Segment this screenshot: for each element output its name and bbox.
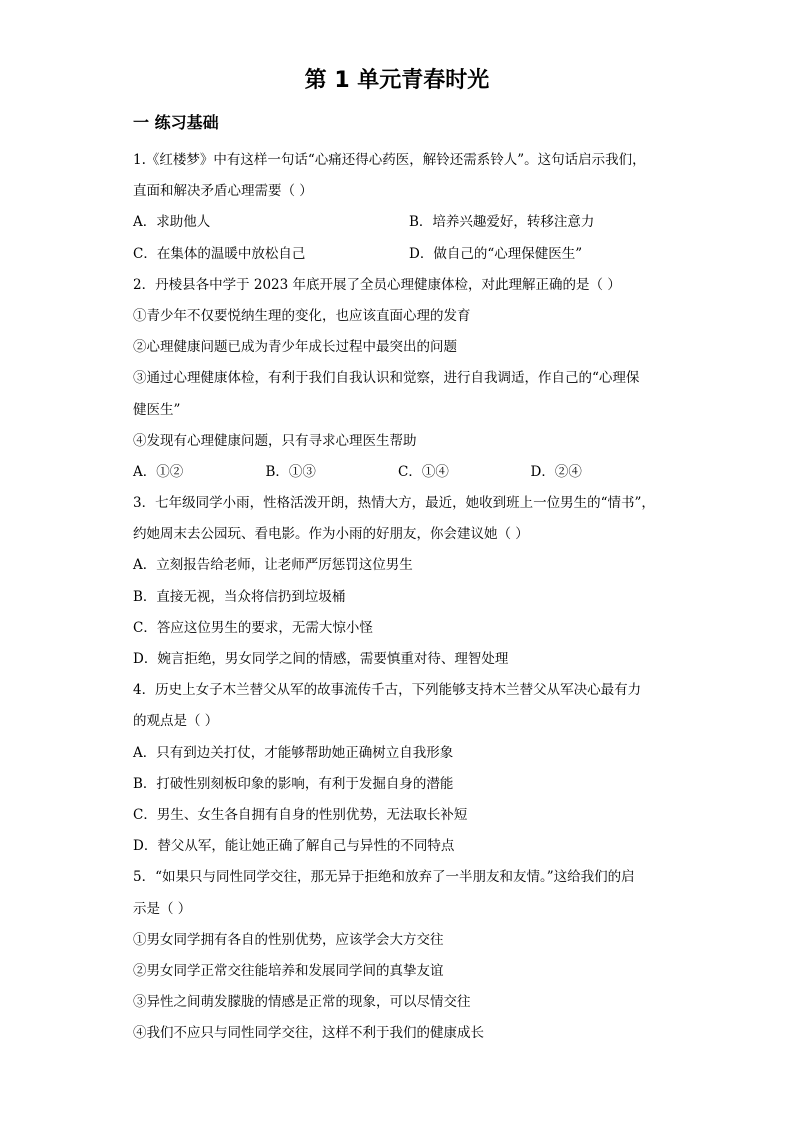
q4-option-c: C．男生、女生各自拥有自身的性别优势，无法取长补短	[133, 806, 468, 823]
q3-option-c: C．答应这位男生的要求，无需大惊小怪	[133, 619, 373, 636]
question-list	[133, 145, 663, 1049]
section-heading: 一 练习基础	[133, 113, 219, 132]
q2-option-c: C．①④	[398, 463, 449, 480]
q1-options-row1	[133, 207, 663, 238]
q2-statement-1: ①青少年不仅要悦纳生理的变化，也应该直面心理的发育	[133, 307, 471, 324]
q4-stem-line1: 4．历史上女子木兰替父从军的故事流传千古，下列能够支持木兰替父从军决心最有力	[133, 682, 642, 699]
q5-statement-2: ②男女同学正常交往能培养和发展同学间的真挚友谊	[133, 962, 444, 979]
q1-option-a: A．求助他人	[133, 214, 211, 231]
q2-options-row	[133, 457, 663, 488]
q2-statement-3-line1: ③通过心理健康体检，有利于我们自我认识和觉察，进行自我调适，作自己的“心理保	[133, 370, 640, 387]
q5-statement-3: ③异性之间萌发朦胧的情感是正常的现象，可以尽情交往	[133, 994, 471, 1011]
q2-statement-3-line2: 健医生”	[133, 401, 181, 418]
q1-option-b: B．培养兴趣爱好，转移注意力	[409, 214, 595, 231]
q2-option-b: B．①③	[265, 463, 316, 480]
q4-option-a: A．只有到边关打仗，才能够帮助她正确树立自我形象	[133, 744, 454, 761]
q5-stem-line1: 5．“如果只与同性同学交往，那无异于拒绝和放弃了一半朋友和友情。”这给我们的启	[133, 869, 635, 886]
page-title: 第 1 单元青春时光	[304, 68, 490, 93]
q1-stem-line2: 直面和解决矛盾心理需要（ ）	[133, 183, 313, 200]
q3-stem-line1: 3．七年级同学小雨，性格活泼开朗，热情大方，最近，她收到班上一位男生的“情书”，	[133, 495, 655, 512]
q3-option-b: B．直接无视，当众将信扔到垃圾桶	[133, 588, 346, 605]
q5-statement-1: ①男女同学拥有各自的性别优势，应该学会大方交往	[133, 931, 444, 948]
q2-option-d: D．②④	[530, 463, 582, 480]
q3-stem-line2: 约她周末去公园玩、看电影。作为小雨的好朋友，你会建议她（ ）	[133, 526, 529, 543]
q2-statement-2: ②心理健康问题已成为青少年成长过程中最突出的问题	[133, 339, 457, 356]
q2-statement-4: ④发现有心理健康问题，只有寻求心理医生帮助	[133, 432, 417, 449]
q1-stem-line1: 1.《红楼梦》中有这样一句话“心痛还得心药医，解铃还需系铃人”。这句话启示我们，	[133, 152, 646, 168]
q1-option-c: C．在集体的温暖中放松自己	[133, 245, 306, 262]
q3-option-a: A．立刻报告给老师，让老师严厉惩罚这位男生	[133, 557, 413, 574]
q4-stem-line2: 的观点是（ ）	[133, 713, 219, 730]
q4-option-d: D．替父从军，能让她正确了解自己与异性的不同特点	[133, 838, 455, 855]
q1-option-d: D．做自己的“心理保健医生”	[409, 245, 583, 262]
q4-option-b: B．打破性别刻板印象的影响，有利于发掘自身的潜能	[133, 775, 454, 792]
q2-option-a: A．①②	[133, 463, 184, 480]
q3-option-d: D．婉言拒绝，男女同学之间的情感，需要慎重对待、理智处理	[133, 651, 509, 667]
q5-stem-line2: 示是（ ）	[133, 900, 192, 917]
q1-options-row2	[133, 239, 663, 270]
q2-stem: 2．丹棱县各中学于 2023 年底开展了全员心理健康体检，对此理解正确的是（ ）	[133, 276, 621, 293]
q5-statement-4: ④我们不应只与同性同学交往，这样不利于我们的健康成长	[133, 1025, 484, 1042]
